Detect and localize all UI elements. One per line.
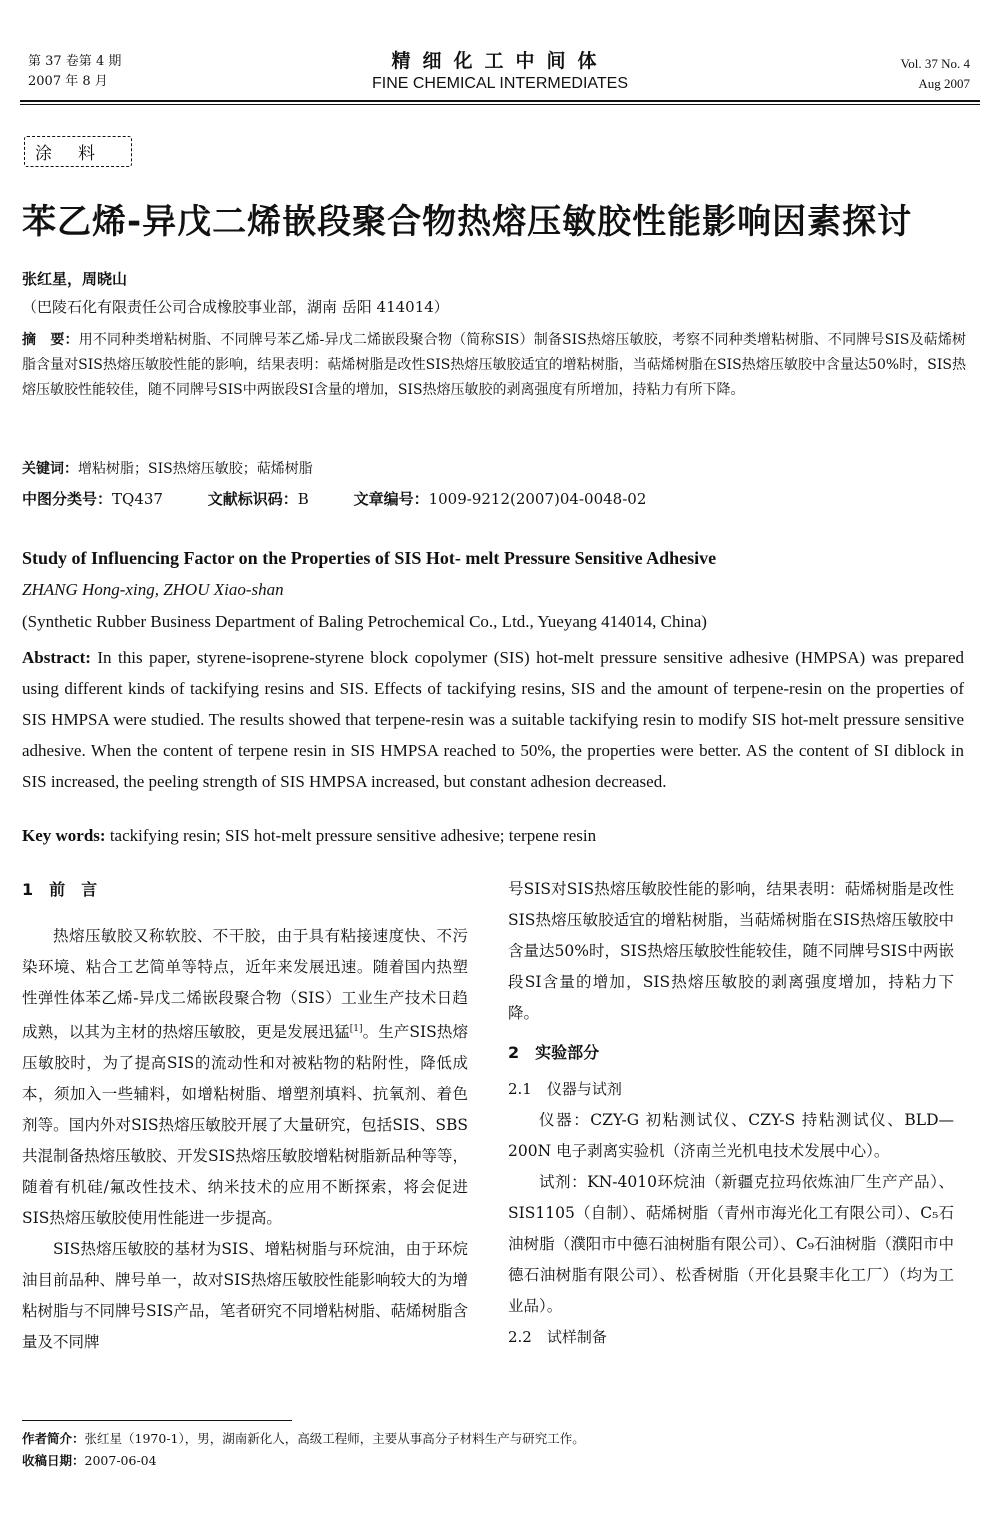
english-keywords-label: Key words: [22,826,106,845]
section-1-paragraph-2: SIS热熔压敏胶的基材为SIS、增粘树脂与环烷油，由于环烷油目前品种、牌号单一，故对SIS热熔压敏胶性能影响较大的为增粘树脂与不同牌号SIS产品，笔者研究不同增粘树脂、萜烯树脂含量及不同牌 [22,1240,468,1352]
article-number-value: 1009-9212(2007)04-0048-02 [428,490,647,508]
journal-name-cn: 精细化工中间体 [391,50,609,72]
instruments-paragraph: 仪器：CZY-G 初粘测试仪、CZY-S 持粘测试仪、BLD—200N 电子剥离实验机（济南兰光机电技术发展中心）。 [508,1111,954,1160]
doc-code-value: B [297,490,309,508]
keywords-cn [22,458,313,478]
english-title: Study of Influencing Factor on the Properties of SIS Hot- melt Pressure Sensitive Adhesive [22,548,717,568]
body-column-left [22,874,468,1358]
reference-marker: [1] [349,1024,363,1034]
section-1-heading: 1 前 言 [22,880,98,899]
english-keywords [22,826,596,846]
keywords-cn-text: 增粘树脂；SIS热熔压敏胶；萜烯树脂 [78,461,313,477]
header-rule [20,100,980,102]
english-authors: ZHANG Hong-xing, ZHOU Xiao-shan [22,580,284,599]
footnote [22,1428,585,1472]
abstract-cn-text: 用不同种类增粘树脂、不同牌号苯乙烯-异戊二烯嵌段聚合物（简称SIS）制备SIS热熔压敏胶，考察不同种类增粘树脂、不同牌号SIS及萜烯树脂含量对SIS热熔压敏胶性能的影响，结果表明：萜烯树脂是改性SIS热熔压敏胶适宜的增粘树脂，当萜烯树脂在SIS热熔压敏胶中含量达50%时，SIS热熔压敏胶性能较佳，随不同牌号SIS中两嵌段SI含量的增加，SIS热熔压敏胶的剥离强度有所增加，持粘力有所下降。 [22,332,966,398]
issue-date: 2007 年 8 月 [28,74,108,89]
english-abstract [22,642,964,797]
issue-volume-en: Vol. 37 No. 4 [900,56,970,71]
keywords-cn-label: 关键词： [22,461,78,477]
doc-code-label: 文献标识码： [207,490,298,508]
authors: 张红星，周晓山 [22,270,128,288]
journal-masthead [0,46,1000,93]
classification-line [22,488,686,509]
section-1-paragraph-1 [22,921,468,1234]
header-rule-thin [20,104,980,105]
english-keywords-text: tackifying resin; SIS hot-melt pressure sensitive adhesive; terpene resin [105,826,597,845]
clc-value: TQ437 [112,490,163,508]
clc-label: 中图分类号： [22,490,113,508]
issue-volume: 第 37 卷第 4 期 [28,54,122,69]
received-date-text: 2007-06-04 [84,1453,157,1468]
paper-title: 苯乙烯-异戊二烯嵌段聚合物热熔压敏胶性能影响因素探讨 [22,202,913,242]
section-2-2-heading: 2.2 试样制备 [508,1328,607,1346]
issue-date-en: Aug 2007 [918,76,970,91]
author-bio [22,1428,585,1450]
section-1-continuation: 号SIS对SIS热熔压敏胶性能的影响，结果表明：萜烯树脂是改性SIS热熔压敏胶适宜的增粘树脂，当萜烯树脂在SIS热熔压敏胶中含量达50%时，SIS热熔压敏胶性能较佳，随不同牌号SIS中两嵌段SI含量的增加，SIS热熔压敏胶的剥离强度增加，持粘力下降。 [508,880,954,1022]
author-bio-label: 作者简介： [22,1431,85,1446]
reagents-paragraph: 试剂：KN-4010环烷油（新疆克拉玛依炼油厂生产产品）、SIS1105（自制）、萜烯树脂（青州市海光化工有限公司）、C₅石油树脂（濮阳市中德石油树脂有限公司）、C₉石油树脂（濮阳市中德石油树脂有限公司）、松香树脂（开化县聚丰化工厂）（均为工业品）。 [508,1173,954,1315]
affiliation: （巴陵石化有限责任公司合成橡胶事业部，湖南 岳阳 414014） [22,298,449,316]
issue-info-en [901,54,970,94]
footnote-rule [22,1420,292,1421]
abstract-cn-label: 摘 要： [22,332,79,348]
received-date-label: 收稿日期： [22,1453,85,1468]
english-abstract-label: Abstract: [22,648,91,667]
section-1-paragraph-1-text: 热熔压敏胶又称软胶、不干胶，由于具有粘接速度快、不污染环境、粘合工艺简单等特点，近年来发展迅速。随着国内热塑性弹性体苯乙烯-异戊二烯嵌段聚合物（SIS）工业生产技术日趋成熟，以其为主材的热熔压敏胶，更是发展迅猛 [22,927,468,1042]
category-badge: 涂料 [24,136,132,167]
english-affiliation: (Synthetic Rubber Business Department of Baling Petrochemical Co., Ltd., Yueyang 414014, China) [22,612,707,631]
article-number-label: 文章编号： [353,490,429,508]
section-1-paragraph-1-cont: 。生产SIS热熔压敏胶时，为了提高SIS的流动性和对被粘物的粘附性，降低成本，须加入一些辅料，如增粘树脂、增塑剂填料、抗氧剂、着色剂等。国内外对SIS热熔压敏胶开展了大量研究，包括SIS、SBS共混制备热熔压敏胶、开发SIS热熔压敏胶增粘树脂新品种等等，随着有机硅/氟改性技术、纳米技术的应用不断探索，将会促进SIS热熔压敏胶使用性能进一步提高。 [22,1023,468,1228]
author-bio-text: 张红星（1970-1），男，湖南新化人，高级工程师，主要从事高分子材料生产与研究工作。 [84,1431,585,1446]
received-date [22,1450,585,1472]
body-column-right [508,874,954,1353]
english-abstract-text: In this paper, styrene-isoprene-styrene block copolymer (SIS) hot-melt pressure sensitive adhesive (HMPSA) was prepared using different kinds of tackifying resins and SIS. Effects of tackifying resins, SIS and the amount of terpene-resin on the properties of SIS HMPSA were studied. The results showed that terpene-resin was a suitable tackifying resin to modify SIS hot-melt pressure sensitive adhesive. When the content of terpene resin in SIS HMPSA reached to 50%, the properties were better. AS the content of SI diblock in SIS increased, the peeling strength of SIS HMPSA increased, but constant adhesion decreased. [22,648,964,791]
abstract-cn [22,328,966,403]
section-2-heading: 2 实验部分 [508,1043,600,1062]
journal-name-en: FINE CHEMICAL INTERMEDIATES [371,75,629,92]
section-2-1-heading: 2.1 仪器与试剂 [508,1080,622,1098]
